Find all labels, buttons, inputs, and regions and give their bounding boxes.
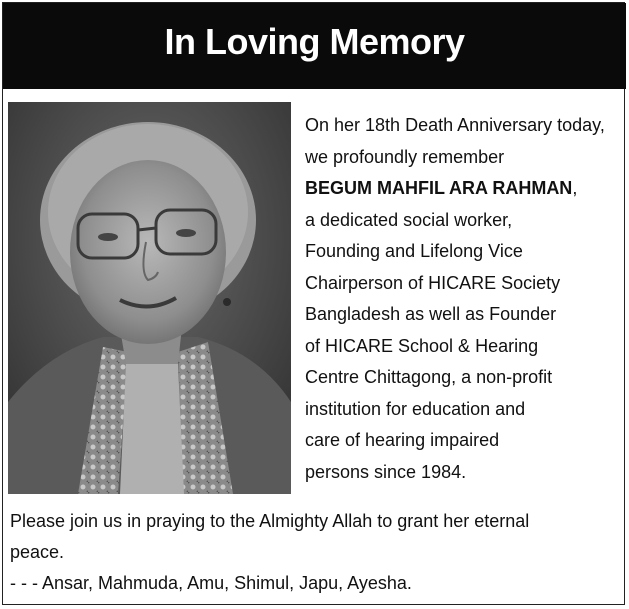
prayer-section	[10, 506, 622, 599]
title-banner	[3, 3, 626, 89]
text-line: we profoundly remember	[305, 146, 505, 167]
text-line: of HICARE School & Hearing	[305, 335, 539, 356]
text-line: persons since 1984.	[305, 461, 467, 482]
portrait-photo	[8, 102, 291, 494]
deceased-name: BEGUM MAHFIL ARA RAHMAN	[305, 178, 573, 198]
tribute-text	[305, 110, 625, 488]
text-line: Bangladesh as well as Founder	[305, 304, 557, 324]
portrait-illustration	[8, 102, 291, 494]
text-line: Chairperson of HICARE Society	[305, 272, 561, 293]
prayer-line: Please join us in praying to the Almighty Allah to grant her eternal	[10, 511, 530, 531]
text-line: Centre Chittagong, a non-profit	[305, 367, 553, 387]
text-line: care of hearing impaired	[305, 430, 500, 450]
text-line: institution for education and	[305, 398, 526, 419]
text-line: Founding and Lifelong Vice	[305, 241, 523, 261]
text-line: a dedicated social worker,	[305, 209, 513, 230]
prayer-line: peace.	[10, 542, 65, 562]
deceased-name-line	[305, 173, 625, 205]
text-line: On her 18th Death Anniversary today,	[305, 115, 605, 135]
notice-title: In Loving Memory	[164, 21, 465, 62]
name-comma: ,	[572, 178, 578, 198]
family-signature: - - - Ansar, Mahmuda, Amu, Shimul, Japu, Ayesha.	[10, 573, 412, 593]
